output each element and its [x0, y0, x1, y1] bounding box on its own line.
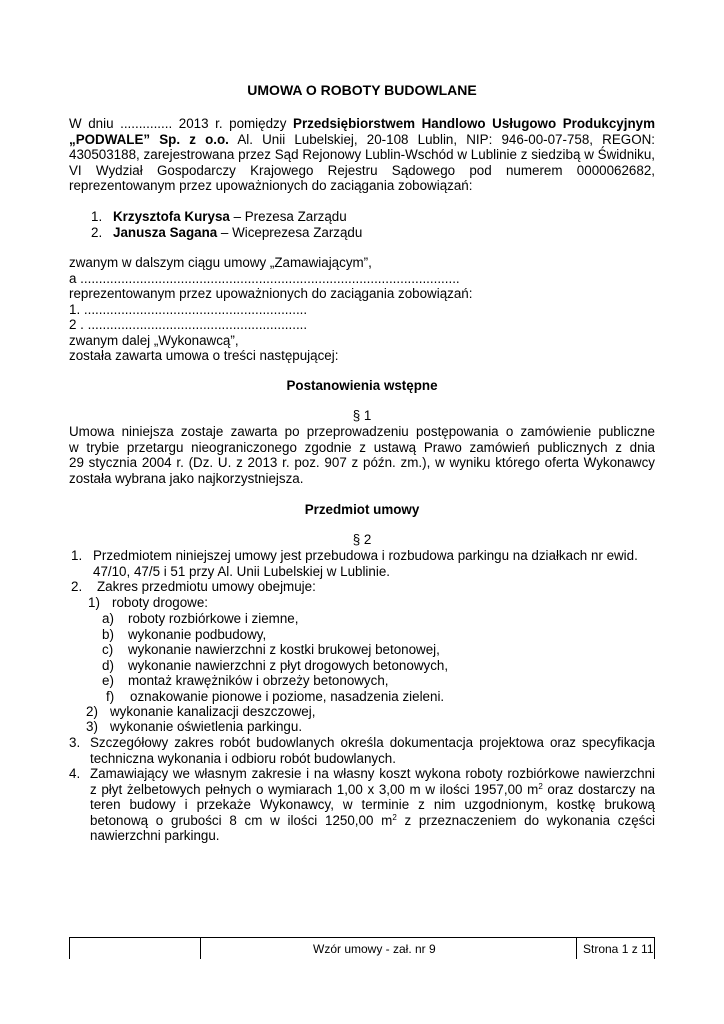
- intro-line: [69, 116, 655, 132]
- text-line: techniczna wykonania i odbioru robót budowlanych.: [90, 750, 396, 766]
- item-text: [93, 548, 655, 579]
- document-title: UMOWA O ROBOTY BUDOWLANE: [247, 82, 477, 98]
- section-heading: Przedmiot umowy: [304, 502, 420, 517]
- letter-item: [102, 642, 448, 658]
- text-line: teren budowy i przekaże Wykonawcy, w terminie z nim uzgodnionym, kostkę brukową: [90, 797, 655, 812]
- text-line: Szczegółowy zakres robót budowlanych określa dokumentacja projektowa oraz specyfikacja: [90, 735, 655, 750]
- rep-item: [91, 225, 363, 241]
- intro-line: [69, 132, 655, 148]
- paragraph-number: § 1: [352, 408, 372, 423]
- sub-text: wykonanie oświetlenia parkingu.: [110, 719, 303, 734]
- contractor-line: 2 . ...........................................................: [69, 317, 308, 332]
- section-heading: Postanowienia wstępne: [286, 378, 438, 393]
- rep-number: 1.: [91, 209, 103, 224]
- rep-role: – Prezesa Zarządu: [229, 209, 347, 224]
- paragraph-number: § 2: [352, 532, 372, 547]
- company-name: „PODWALE” Sp. z o.o.: [69, 131, 229, 147]
- intro-text: W dniu .............. 2013 r. pomiędzy: [69, 116, 294, 131]
- text-run: z płyt żelbetowych pełnych o wymiarach 1,00 x 3,00 m w ilości 1957,00 m: [90, 781, 539, 797]
- rep-name: Krzysztofa Kurysa: [113, 209, 230, 224]
- text-line: [90, 782, 655, 798]
- text-line: Zamawiający we własnym zakresie i na własny koszt wykona roboty rozbiórkowe nawierzchni: [90, 766, 655, 781]
- sub-number: 3): [86, 719, 98, 734]
- letter-label: c): [102, 642, 114, 657]
- company-name: Przedsiębiorstwem Handlowo Usługowo Produkcyjnym: [293, 116, 655, 131]
- sub-number: 2): [86, 704, 98, 719]
- text-line: została wybrana jako najkorzystniejsza.: [69, 470, 304, 486]
- letter-label: e): [102, 673, 114, 688]
- footer-divider: [200, 938, 201, 959]
- contractor-line: 1. ............................................................: [69, 301, 308, 317]
- text-run: z przeznaczeniem do wykonania części: [396, 812, 656, 828]
- item-text: [90, 766, 655, 844]
- text-line: 47/10, 47/5 i 51 przy Al. Unii Lubelskiej w Lublinie.: [93, 563, 390, 579]
- intro-paragraph: [69, 116, 655, 194]
- letter-item: [102, 673, 448, 689]
- superscript: 2: [538, 781, 543, 791]
- letter-text: roboty rozbiórkowe i ziemne,: [128, 611, 299, 626]
- letter-item: [102, 658, 448, 674]
- rep-name: Janusza Sagana: [113, 225, 218, 240]
- letter-text: oznakowanie pionowe i poziome, nasadzenia zieleni.: [130, 688, 445, 704]
- letter-text: wykonanie nawierzchni z kostki brukowej betonowej,: [128, 642, 440, 657]
- item-number: 1.: [71, 548, 83, 563]
- section1-text: [69, 424, 655, 486]
- rep-number: 2.: [91, 225, 103, 240]
- intro-line: 430503188, zarejestrowana przez Sąd Rejonowy Lublin-Wschód w Lublinie z siedzibą w Świdniku,: [69, 147, 655, 162]
- letter-item: [102, 689, 448, 705]
- rep-role: – Wiceprezesa Zarządu: [217, 225, 363, 240]
- letter-item: [102, 611, 448, 627]
- text-line: w trybie przetargu nieograniczonego zgodnie z ustawą Prawo zamówień publicznych z dnia: [69, 439, 655, 455]
- rep-item: [91, 209, 347, 225]
- item-number: 2.: [71, 579, 83, 594]
- contractor-line: została zawarta umowa o treści następującej:: [69, 348, 339, 363]
- text-run: betonową o grubości 8 cm w ilości 1250,00 m: [90, 812, 393, 828]
- superscript: 2: [392, 812, 397, 822]
- text-line: [90, 813, 655, 829]
- letter-item: [102, 627, 448, 643]
- contractor-block: [69, 255, 655, 364]
- text-run: oraz dostarczy na: [542, 781, 655, 797]
- item-text: Zakres przedmiotu umowy obejmuje:: [97, 579, 316, 594]
- contractor-line: a ......................................................................................................: [69, 270, 460, 286]
- intro-text: Al. Unii Lubelskiej, 20-108 Lublin, NIP: 946-00-07-758, REGON:: [228, 131, 655, 147]
- contractor-line: reprezentowanym przez upoważnionych do zaciągania zobowiązań:: [69, 286, 473, 301]
- text-line: nawierzchni parkingu.: [90, 828, 220, 843]
- letter-text: wykonanie podbudowy,: [128, 626, 267, 642]
- intro-line: VI Wydział Gospodarczy Krajowego Rejestru Sądowego pod numerem 0000062682,: [69, 162, 655, 178]
- sub-text: wykonanie kanalizacji deszczowej,: [110, 704, 316, 719]
- text-line: Umowa niniejsza zostaje zawarta po przeprowadzeniu postępowania o zamówienie publiczne: [69, 424, 655, 439]
- intro-line: reprezentowanym przez upoważnionych do zaciągania zobowiązań:: [69, 178, 473, 193]
- text-line: 29 stycznia 2004 r. (Dz. U. z 2013 r. poz. 907 z późn. zm.), w wyniku którego oferta Wykonawcy: [69, 455, 655, 470]
- page-number: Strona 1 z 11: [583, 942, 654, 956]
- letter-text: montaż krawężników i obrzeży betonowych,: [128, 673, 389, 688]
- contractor-line: zwanym w dalszym ciągu umowy „Zamawiającym”,: [69, 255, 372, 270]
- sub-number: 1): [88, 595, 100, 610]
- footer-title: Wzór umowy - zał. nr 9: [313, 942, 436, 956]
- letter-label: f): [106, 688, 115, 704]
- item-text: [90, 735, 655, 766]
- item-number: 3.: [69, 735, 81, 750]
- letter-label: b): [102, 626, 114, 642]
- letter-list: [102, 611, 448, 704]
- sub-text: roboty drogowe:: [112, 595, 209, 610]
- footer-divider: [69, 938, 70, 959]
- page-footer: [69, 937, 655, 959]
- footer-divider: [654, 938, 655, 959]
- letter-label: a): [102, 611, 114, 626]
- footer-divider: [576, 938, 577, 959]
- contractor-line: zwanym dalej „Wykonawcą”,: [69, 332, 239, 348]
- text-line: Przedmiotem niniejszej umowy jest przebudowa i rozbudowa parkingu na działkach nr ewid.: [93, 548, 638, 563]
- letter-label: d): [102, 657, 114, 673]
- item-number: 4.: [69, 766, 81, 781]
- letter-text: wykonanie nawierzchni z płyt drogowych betonowych,: [128, 657, 449, 673]
